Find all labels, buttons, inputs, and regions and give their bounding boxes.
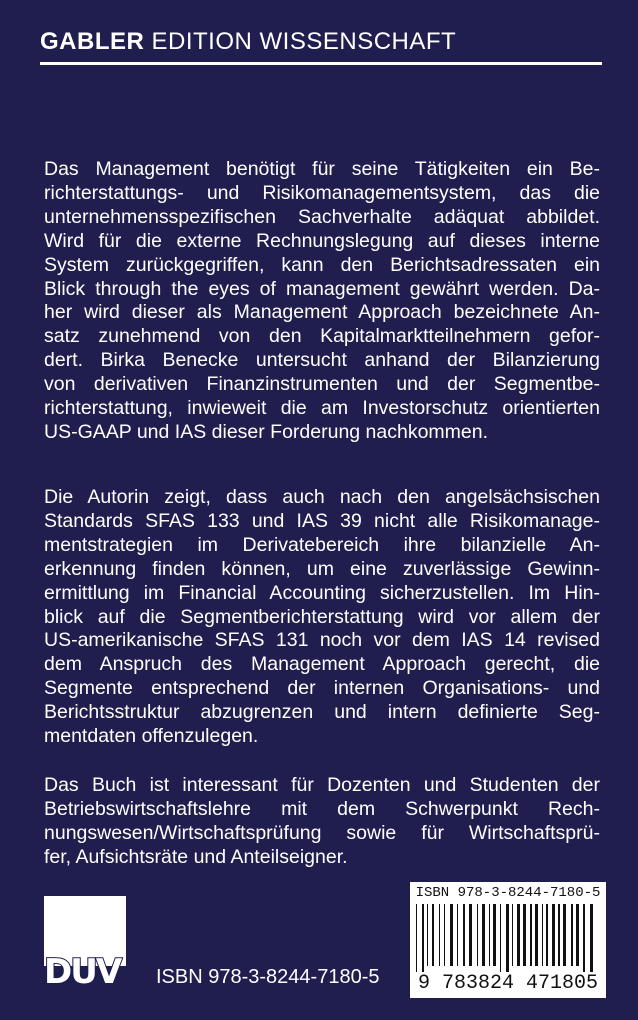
barcode-bar (463, 904, 465, 966)
barcode-isbn: ISBN 978-3-8244-7180-5 (415, 885, 601, 901)
barcode-digits: 9 783824 471805 (417, 972, 599, 995)
barcode-bar (482, 904, 485, 966)
series-title-rest: EDITION WISSENSCHAFT (144, 28, 457, 55)
text-line: richterstattung, inwieweit die am Investorschutz orientierten (44, 397, 600, 420)
barcode-bars (414, 904, 602, 972)
publisher-logo (44, 896, 126, 994)
barcode-bar (563, 904, 566, 966)
barcode-bar (546, 904, 548, 966)
barcode-panel (410, 882, 606, 998)
logo-text: DUV (44, 952, 121, 992)
barcode-bar (427, 904, 428, 966)
text-line: Blick through the eyes of management gewährt werden. Da- (44, 277, 600, 300)
text-line: US-amerikanische SFAS 131 noch vor dem IAS 14 revised (44, 629, 600, 652)
text-line: von derivativen Finanzinstrumenten und der Segmentbe- (44, 373, 600, 396)
text-line: Das Management benötigt für seine Tätigkeiten ein Be- (44, 158, 600, 180)
barcode-bar (535, 904, 538, 966)
barcode-bar (493, 904, 496, 966)
header-rule (40, 62, 602, 65)
barcode-bar (542, 904, 543, 966)
text-line: fer, Aufsichtsräte und Anteilseigner. (44, 845, 348, 868)
barcode-bar (512, 904, 513, 966)
text-line: erkennung finden können, um eine zuverlässige Gewinn- (44, 557, 600, 580)
barcode-bar (530, 904, 532, 966)
text-line: dert. Birka Benecke untersucht anhand der Bilanzierung (44, 349, 600, 372)
text-line: satz zunehmend von den Kapitalmarktteilnehmern gefor- (44, 325, 600, 348)
barcode-bar (444, 904, 445, 966)
barcode-bar (500, 904, 501, 972)
barcode-bar (590, 904, 593, 972)
text-line: blick auf die Segmentberichterstattung wird vor allem der (44, 605, 600, 628)
text-line: US-GAAP und IAS dieser Forderung nachkommen. (44, 420, 489, 443)
text-line: Standards SFAS 133 und IAS 39 nicht alle Risikomanage- (44, 509, 600, 532)
barcode-bar (439, 904, 440, 966)
barcode-bar (552, 904, 555, 966)
barcode-bar (450, 904, 453, 966)
barcode-bar (469, 904, 472, 966)
barcode-bar (571, 904, 573, 966)
text-line: ermittlung im Financial Accounting sicherzustellen. Im Hin- (44, 581, 600, 604)
barcode-bar (457, 904, 458, 966)
barcode-bar (523, 904, 526, 966)
barcode-bar (477, 904, 478, 966)
text-line: Die Autorin zeigt, dass auch nach den angelsächsischen (44, 486, 600, 508)
text-line: richterstattungs- und Risikomanagementsystem, das die (44, 181, 600, 204)
text-line: her wird dieser als Management Approach bezeichnete An- (44, 301, 600, 324)
text-line: Wird für die externe Rechnungslegung auf dieses interne (44, 229, 600, 252)
text-line: System zurückgegriffen, kann den Berichtsadressaten ein (44, 253, 600, 276)
series-title-bold: GABLER (40, 28, 145, 55)
text-line: Das Buch ist interessant für Dozenten und Studenten der (44, 774, 600, 796)
barcode-bar (576, 904, 579, 966)
isbn-text: ISBN 978-3-8244-7180-5 (156, 966, 380, 988)
barcode-bar (489, 904, 490, 966)
text-line: mentstrategien im Derivatebereich ihre bilanzielle An- (44, 533, 600, 556)
text-line: Berichtsstruktur abzugrenzen und intern definierte Seg- (44, 701, 600, 724)
barcode-bar (506, 904, 509, 972)
text-line: unternehmensspezifischen Sachverhalte adäquat abbildet. (44, 205, 600, 228)
blurb-paragraph-3 (44, 774, 600, 870)
text-line: nungswesen/Wirtschaftsprüfung sowie für Wirtschaftsprü- (44, 821, 600, 844)
blurb-paragraph-1 (44, 158, 600, 445)
barcode-bar (432, 904, 434, 966)
barcode-bar (558, 904, 560, 966)
barcode-bar (517, 904, 520, 966)
barcode-bar (416, 904, 417, 972)
blurb-paragraph-2 (44, 486, 600, 749)
series-title (40, 28, 456, 56)
text-line: dem Anspruch des Management Approach gerecht, die (44, 653, 600, 676)
text-line: Segmente entsprechend der internen Organisations- und (44, 677, 600, 700)
text-line: mentdaten offenzulegen. (44, 725, 259, 748)
barcode-bar (583, 904, 585, 972)
text-line: Betriebswirtschaftslehre mit dem Schwerpunkt Rech- (44, 797, 600, 820)
barcode-bar (422, 904, 424, 972)
